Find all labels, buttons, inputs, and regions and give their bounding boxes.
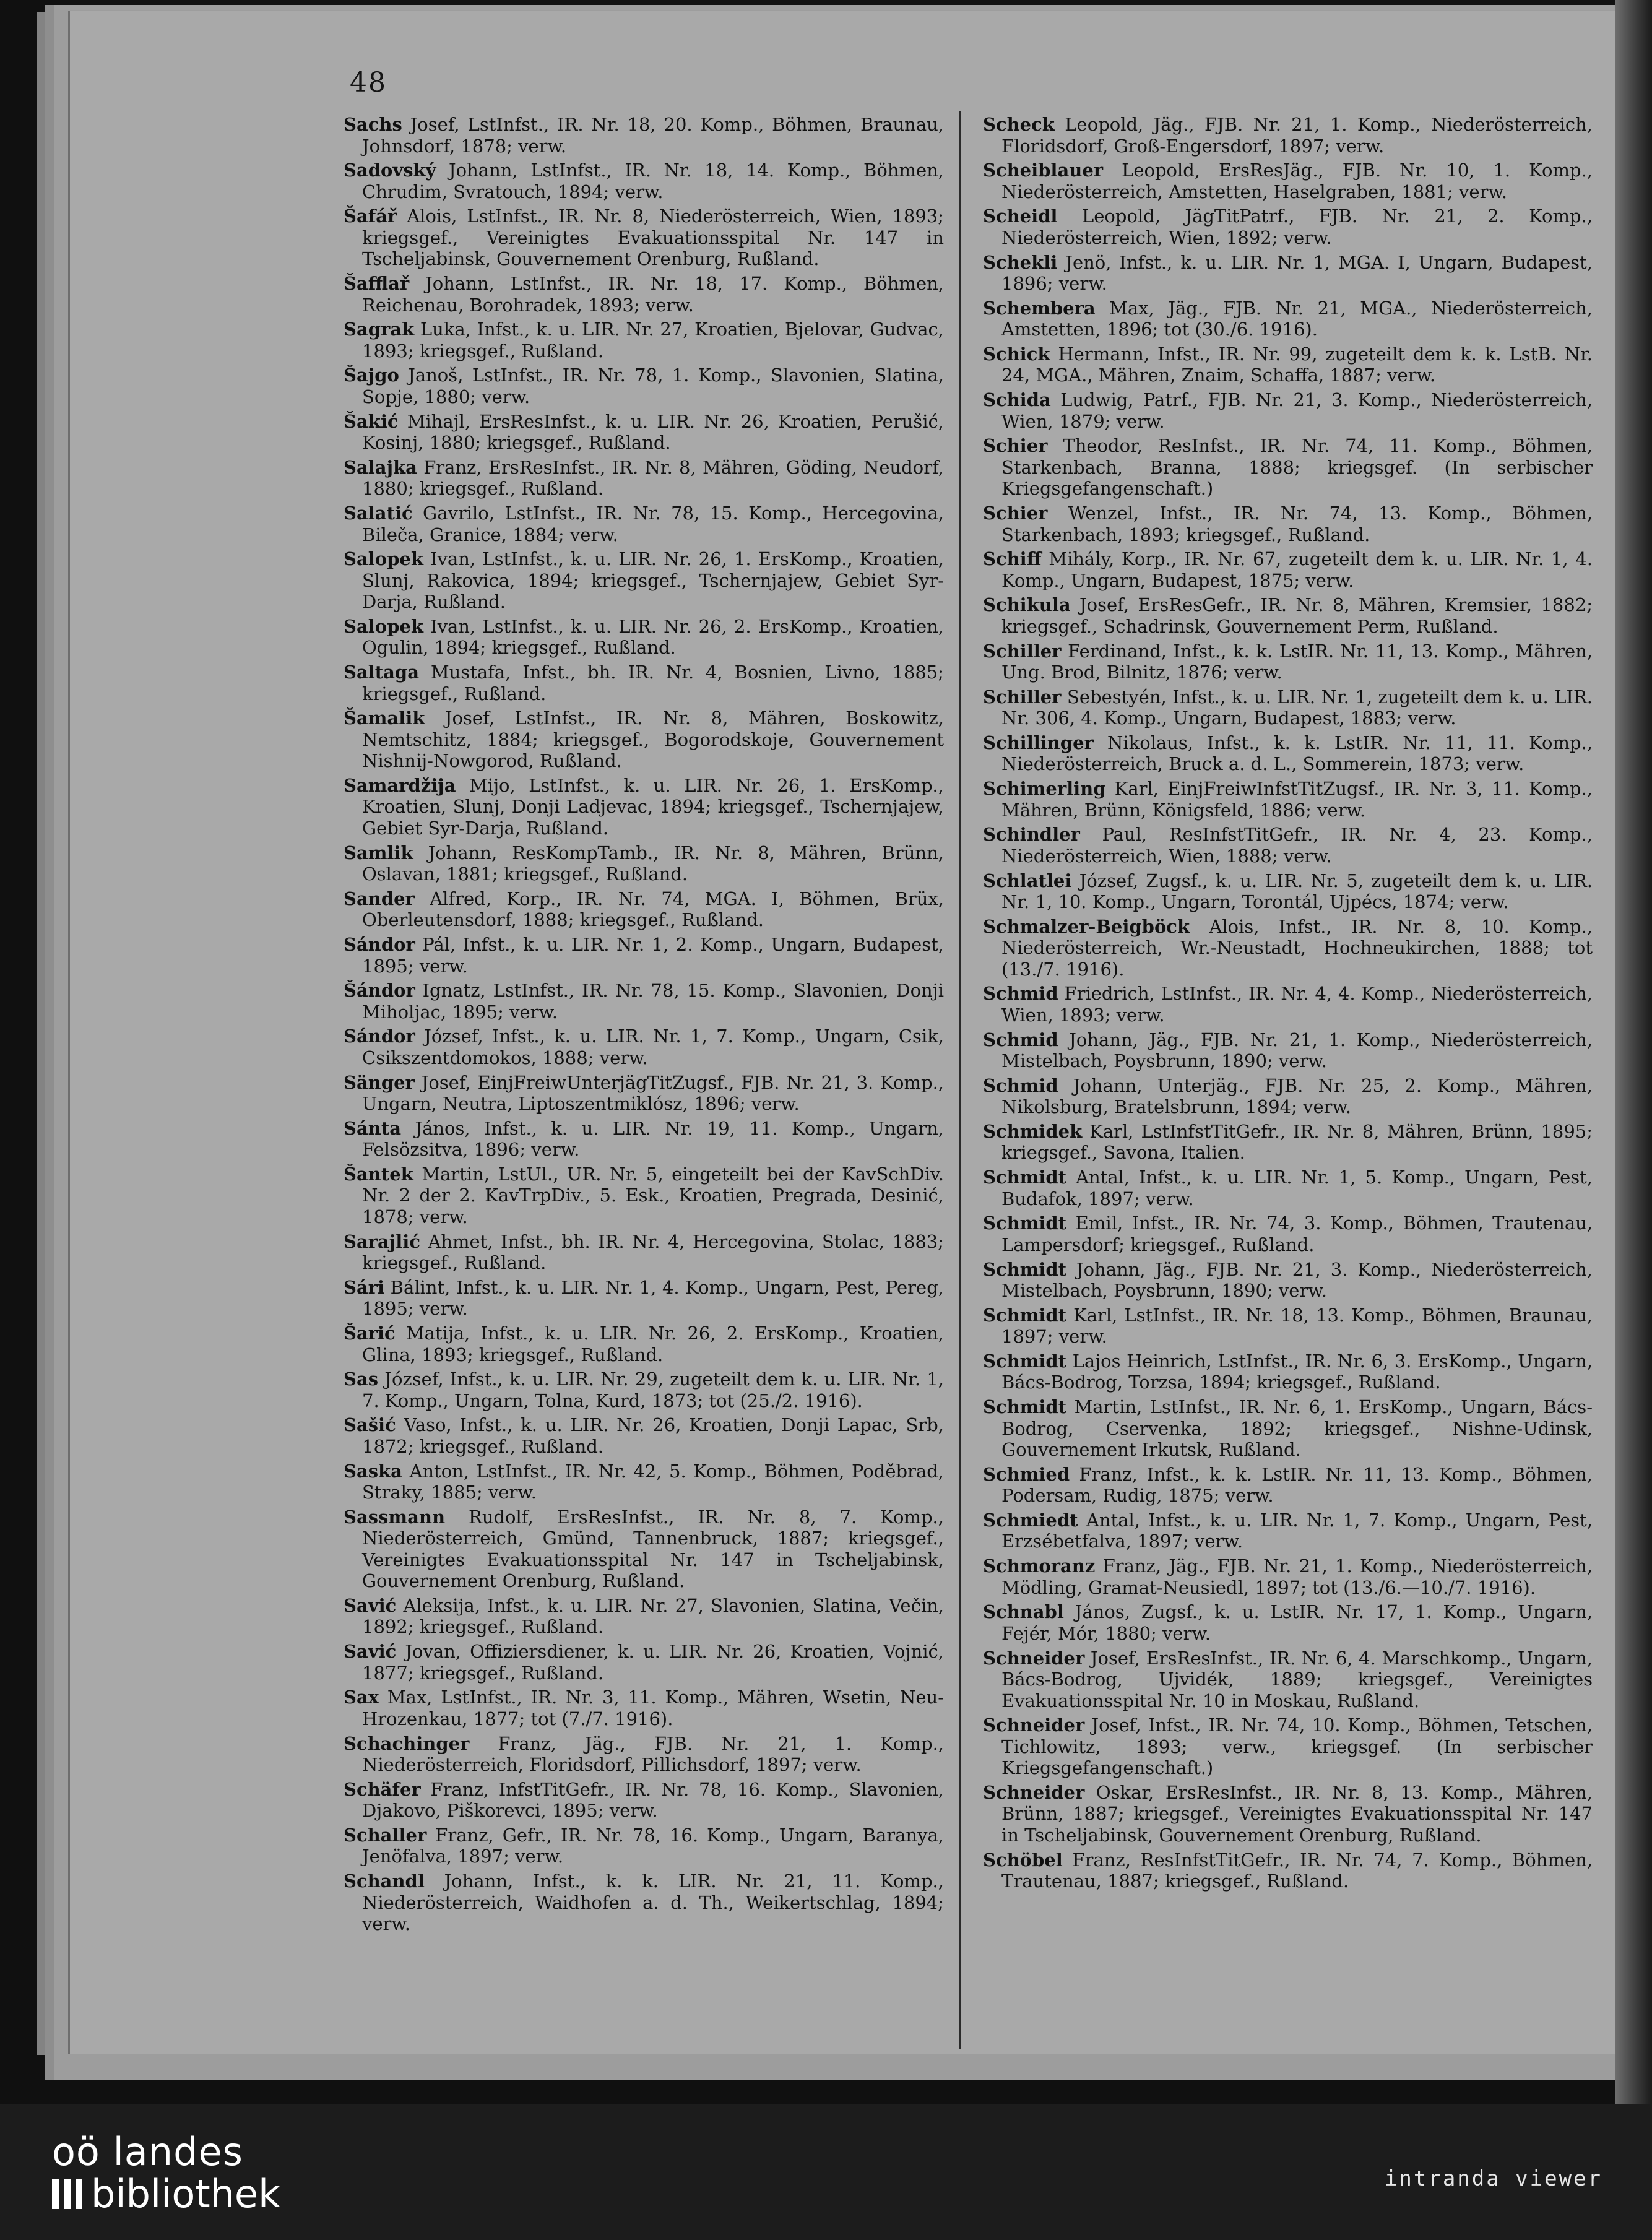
page-edge-shadow [1615,0,1652,2104]
register-entry [983,1510,1593,1552]
entry-details: Aleksija, Infst., k. u. LIR. Nr. 27, Slavonien, Slatina, Večin, 1892; kriegsgef., Rußland. [362,1594,944,1638]
entry-details: Johann, ResKompTamb., IR. Nr. 8, Mähren, Brünn, Oslavan, 1881; kriegsgef., Rußland. [362,842,944,885]
entry-details: Ivan, LstInfst., k. u. LIR. Nr. 26, 1. ErsKomp., Kroatien, Slunj, Rakovica, 1894; kriegsgef., Tschernjajew, Gebiet Syr-Darja, Rußland. [362,548,945,613]
register-entry [344,1507,944,1592]
entry-surname: Schlatlei [983,870,1072,891]
register-entry [344,411,944,454]
register-entry [983,1121,1593,1164]
register-entry [983,160,1593,202]
entry-surname: Schmiedt [983,1509,1078,1531]
entry-details: Vaso, Infst., k. u. LIR. Nr. 26, Kroatien, Donji Lapac, Srb, 1872; kriegsgef., Rußland. [362,1414,944,1457]
entry-details: Franz, Infst., k. k. LstIR. Nr. 11, 13. Komp., Böhmen, Podersam, Rudig, 1875; verw. [1001,1463,1593,1507]
entry-details: Friedrich, LstInfst., IR. Nr. 4, 4. Komp., Niederösterreich, Wien, 1893; verw. [1001,983,1593,1026]
entry-details: Martin, LstInfst., IR. Nr. 6, 1. ErsKomp., Ungarn, Bács-Bodrog, Cservenka, 1892; kriegsgef., Nishne-Udinsk, Gouvernement Irkutsk, Rußland. [1001,1396,1593,1461]
register-entry [344,1733,944,1776]
register-entry [983,870,1593,913]
column-divider [959,111,961,2049]
entry-surname: Schäfer [344,1778,421,1800]
entry-details: Bálint, Infst., k. u. LIR. Nr. 1, 4. Komp., Ungarn, Pest, Pereg, 1895; verw. [362,1276,944,1320]
entry-details: Johann, Unterjäg., FJB. Nr. 25, 2. Komp., Mähren, Nikolsburg, Bratelsbrunn, 1894; verw. [1001,1075,1593,1118]
entry-details: Hermann, Infst., IR. Nr. 99, zugeteilt dem k. k. LstB. Nr. 24, MGA., Mähren, Znaim, Schaffa, 1887; verw. [1001,343,1593,386]
register-entry [344,1026,944,1068]
entry-details: Jenö, Infst., k. u. LIR. Nr. 1, MGA. I, Ungarn, Budapest, 1896; verw. [1001,251,1593,295]
entry-surname: Sas [344,1369,379,1390]
entry-details: Franz, ErsResInfst., IR. Nr. 8, Mähren, Göding, Neudorf, 1880; kriegsgef., Rußland. [362,456,944,499]
entry-details: János, Zugsf., k. u. LstIR. Nr. 17, 1. Komp., Ungarn, Fejér, Mór, 1880; verw. [1001,1601,1593,1644]
register-entry [344,842,944,885]
entry-details: János, Infst., k. u. LIR. Nr. 19, 11. Komp., Ungarn, Felsözsitva, 1896; verw. [362,1117,945,1161]
entry-surname: Savić [344,1641,397,1663]
register-entry [344,934,944,977]
entry-surname: Sadovský [344,160,436,181]
entry-surname: Saska [344,1460,402,1482]
entry-surname: Šakić [344,410,399,432]
register-entry [344,365,944,407]
entry-surname: Schillinger [983,732,1094,753]
entry-surname: Scheiblauer [983,160,1104,181]
entry-details: Johann, Jäg., FJB. Nr. 21, 3. Komp., Niederösterreich, Mistelbach, Poysbrunn, 1890; verw. [1001,1258,1593,1301]
register-entry [344,707,944,772]
entry-surname: Scheidl [983,205,1058,227]
register-entry [983,1396,1593,1461]
entry-details: Ahmet, Infst., bh. IR. Nr. 4, Hercegovina, Stolac, 1883; kriegsgef., Rußland. [362,1230,944,1274]
register-entry [344,114,944,157]
register-entry [983,1464,1593,1507]
register-entry [344,548,944,613]
register-entry [983,916,1593,980]
register-entry [344,1072,944,1115]
entry-surname: Schmid [983,1075,1058,1096]
register-entry [983,1305,1593,1347]
entry-surname: Schneider [983,1715,1085,1736]
entry-details: Emil, Infst., IR. Nr. 74, 3. Komp., Böhmen, Trautenau, Lampersdorf; kriegsgef., Rußland. [1001,1213,1593,1255]
entry-details: Janoš, LstInfst., IR. Nr. 78, 1. Komp., Slavonien, Slatina, Sopje, 1880; verw. [362,365,945,407]
entry-details: Josef, Infst., IR. Nr. 74, 10. Komp., Böhmen, Tetschen, Tichlowitz, 1893; verw., kriegsgef. (In serbischer Kriegsgefangenschaft.) [1001,1715,1593,1779]
register-entry [983,1075,1593,1118]
entry-surname: Saltaga [344,662,420,683]
register-entry [983,686,1593,729]
register-entry [344,1231,944,1274]
register-entry [344,1118,944,1161]
entry-details: Mijo, LstInfst., k. u. LIR. Nr. 26, 1. ErsKomp., Kroatien, Slunj, Donji Ladjevac, 1894; kriegsgef., Tschernjajew, Gebiet Syr-Darja, Rußland. [362,774,944,839]
entry-surname: Salopek [344,615,423,637]
entry-surname: Samlik [344,842,413,863]
entry-surname: Schmied [983,1463,1070,1485]
entry-details: Josef, LstInfst., IR. Nr. 18, 20. Komp., Böhmen, Braunau, Johnsdorf, 1878; verw. [362,114,945,157]
register-entry [344,980,944,1023]
entry-details: Ferdinand, Infst., k. k. LstIR. Nr. 11, 13. Komp., Mähren, Ung. Brod, Bilnitz, 1876; verw. [1001,640,1593,683]
register-entry [983,1213,1593,1255]
entry-surname: Šafflař [344,273,410,295]
entry-details: Ludwig, Patrf., FJB. Nr. 21, 3. Komp., Niederösterreich, Wien, 1879; verw. [1001,389,1593,432]
register-entry [344,1779,944,1822]
entry-surname: Samardžija [344,774,456,796]
entry-surname: Schneider [983,1647,1085,1669]
register-entry [344,273,944,316]
bars-icon [52,2179,82,2209]
entry-surname: Savić [344,1594,397,1616]
register-entry [344,1870,944,1935]
entry-surname: Schier [983,435,1048,457]
register-entry [983,1849,1593,1892]
register-entry [344,775,944,839]
entry-surname: Schiff [983,548,1042,570]
entry-details: Matija, Infst., k. u. LIR. Nr. 26, 2. ErsKomp., Kroatien, Glina, 1893; kriegsgef., Rußland. [362,1323,945,1365]
register-entry [983,1351,1593,1393]
entry-surname: Schmidt [983,1396,1067,1418]
entry-surname: Salatić [344,503,413,524]
logo-text-line2-wrap [52,2173,280,2216]
entry-details: Karl, LstInfst., IR. Nr. 18, 13. Komp., Böhmen, Braunau, 1897; verw. [1001,1304,1593,1347]
entry-surname: Schier [983,503,1048,524]
entry-details: Rudolf, ErsResInfst., IR. Nr. 8, 7. Komp., Niederösterreich, Gmünd, Tannenbruck, 1887; kriegsgef., Vereinigtes Evakuationsspital Nr. 147 in Tscheljabinsk, Gouvernement Orenburg, Rußland. [362,1506,944,1592]
register-entry [344,1825,944,1867]
register-entry [344,319,944,361]
entry-details: Franz, Gefr., IR. Nr. 78, 16. Komp., Ungarn, Baranya, Jenöfalva, 1897; verw. [362,1824,944,1867]
entry-surname: Schaller [344,1824,427,1846]
register-entry [344,1164,944,1228]
register-entry [344,662,944,704]
entry-details: Josef, LstInfst., IR. Nr. 8, Mähren, Boskowitz, Nemtschitz, 1884; kriegsgef., Bogorodskoje, Gouvernement Nishnij-Nowgorod, Rußland. [362,707,945,772]
register-entry [344,1641,944,1684]
register-entry [983,435,1593,499]
entry-surname: Šafář [344,205,397,227]
register-entry [983,1782,1593,1846]
entry-surname: Sagrak [344,319,415,340]
entry-details: Anton, LstInfst., IR. Nr. 42, 5. Komp., Böhmen, Poděbrad, Straky, 1885; verw. [362,1460,944,1503]
register-entry [344,616,944,659]
entry-details: Paul, ResInfstTitGefr., IR. Nr. 4, 23. Komp., Niederösterreich, Wien, 1888; verw. [1001,824,1593,867]
entry-surname: Schmidt [983,1213,1067,1234]
entry-details: József, Infst., k. u. LIR. Nr. 1, 7. Komp., Ungarn, Csik, Csikszentdomokos, 1888; verw. [362,1026,945,1068]
entry-surname: Salopek [344,548,423,570]
entry-surname: Schmidt [983,1350,1067,1372]
entry-surname: Schick [983,343,1050,365]
entry-details: Gavrilo, LstInfst., IR. Nr. 78, 15. Komp., Hercegovina, Bileča, Granice, 1884; verw. [362,503,944,545]
entry-surname: Schmid [983,983,1058,1005]
register-entry [983,1648,1593,1712]
register-entry [344,1461,944,1503]
register-entry [983,114,1593,157]
register-entry [983,778,1593,821]
entry-details: Jovan, Offiziersdiener, k. u. LIR. Nr. 26, Kroatien, Vojnić, 1877; kriegsgef., Rußland. [362,1641,944,1684]
entry-surname: Šándor [344,980,415,1001]
register-entry [983,1601,1593,1644]
entry-surname: Sänger [344,1071,415,1093]
entry-surname: Šamalik [344,707,425,729]
entry-surname: Sándor [344,934,415,955]
entry-surname: Schmalzer-Beigböck [983,915,1190,937]
register-entry [983,1715,1593,1779]
entry-surname: Sassmann [344,1506,446,1528]
entry-surname: Schikula [983,594,1071,616]
entry-details: Alois, LstInfst., IR. Nr. 8, Niederösterreich, Wien, 1893; kriegsgef., Vereinigtes Evakuationsspital Nr. 147 in Tscheljabinsk, Gouvernement Orenburg, Rußland. [362,205,945,270]
entry-surname: Šarić [344,1323,396,1344]
entry-surname: Sax [344,1687,379,1708]
entry-details: Nikolaus, Infst., k. k. LstIR. Nr. 11, 11. Komp., Niederösterreich, Bruck a. d. L., Sommerein, 1873; verw. [1001,732,1593,775]
register-entry [983,205,1593,248]
entry-details: Mihajl, ErsResInfst., k. u. LIR. Nr. 26, Kroatien, Perušić, Kosinj, 1880; kriegsgef., Rußland. [362,410,945,454]
entry-surname: Šajgo [344,365,399,386]
entry-surname: Schindler [983,824,1080,845]
entry-details: Josef, EinjFreiwUnterjägTitZugsf., FJB. Nr. 21, 3. Komp., Ungarn, Neutra, Liptoszentmiklósz, 1896; verw. [362,1071,945,1115]
entry-details: Leopold, Jäg., FJB. Nr. 21, 1. Komp., Niederösterreich, Floridsdorf, Groß-Engersdorf, 1897; verw. [1001,114,1593,157]
entry-surname: Schmid [983,1029,1058,1050]
register-entry [344,1595,944,1638]
register-entry [983,344,1593,386]
register-entry [344,1277,944,1320]
entry-details: Johann, Jäg., FJB. Nr. 21, 1. Komp., Niederösterreich, Mistelbach, Poysbrunn, 1890; verw. [1001,1029,1593,1072]
entry-details: Leopold, ErsResJäg., FJB. Nr. 10, 1. Komp., Niederösterreich, Amstetten, Haselgraben, 1881; verw. [1001,160,1593,202]
logo-text-line2: bibliothek [91,2171,280,2216]
entry-details: Theodor, ResInfst., IR. Nr. 74, 11. Komp., Böhmen, Starkenbach, Branna, 1888; kriegsgef. (In serbischer Kriegsgefangenschaft.) [1001,435,1593,499]
register-entry [983,1029,1593,1072]
entry-details: Antal, Infst., k. u. LIR. Nr. 1, 5. Komp., Ungarn, Pest, Budafok, 1897; verw. [1001,1167,1593,1209]
entry-surname: Sarajlić [344,1230,420,1252]
entry-details: Johann, LstInfst., IR. Nr. 18, 17. Komp., Böhmen, Reichenau, Borohradek, 1893; verw. [362,273,945,316]
entry-details: Max, LstInfst., IR. Nr. 3, 11. Komp., Mähren, Wsetin, Neu-Hrozenkau, 1877; tot (7./7. 1916). [362,1687,944,1729]
entry-surname: Schiller [983,640,1062,662]
entry-details: Oskar, ErsResInfst., IR. Nr. 8, 13. Komp., Mähren, Brünn, 1887; kriegsgef., Vereinigtes Evakuationsspital Nr. 147 in Tscheljabinsk, Gouvernement Orenburg, Rußland. [1001,1781,1593,1846]
entry-surname: Šantek [344,1163,413,1185]
entry-surname: Schmidek [983,1120,1083,1142]
entry-surname: Sánta [344,1117,402,1139]
entry-details: Martin, LstUl., UR. Nr. 5, eingeteilt bei der KavSchDiv. Nr. 2 der 2. KavTrpDiv., 5. Esk., Kroatien, Pregrada, Desinić, 1878; verw. [362,1163,944,1227]
library-logo[interactable] [52,2129,280,2216]
entry-surname: Schnabl [983,1601,1064,1623]
register-entry [344,503,944,545]
entry-details: Sebestyén, Infst., k. u. LIR. Nr. 1, zugeteilt dem k. u. LIR. Nr. 306, 4. Komp., Ungarn, Budapest, 1883; verw. [1001,686,1593,729]
entry-details: Wenzel, Infst., IR. Nr. 74, 13. Komp., Böhmen, Starkenbach, 1893; kriegsgef., Rußland. [1001,503,1593,545]
entry-details: József, Zugsf., k. u. LIR. Nr. 5, zugeteilt dem k. u. LIR. Nr. 1, 10. Komp., Ungarn, Torontál, Ujpécs, 1874; verw. [1001,870,1593,912]
register-entry [344,160,944,202]
left-column [344,114,944,1938]
entry-surname: Schembera [983,297,1096,319]
register-entry [983,1167,1593,1209]
entry-details: Johann, Infst., k. k. LIR. Nr. 21, 11. Komp., Niederösterreich, Waidhofen a. d. Th., Weikertschlag, 1894; verw. [362,1870,944,1935]
right-column [983,114,1593,1895]
entry-details: Josef, ErsResInfst., IR. Nr. 6, 4. Marschkomp., Ungarn, Bács-Bodrog, Ujvidék, 1889; kriegsgef., Vereinigtes Evakuationsspital Nr. 10 in Moskau, Rußland. [1001,1647,1593,1711]
register-entry [983,503,1593,545]
entry-details: Alfred, Korp., IR. Nr. 74, MGA. I, Böhmen, Brüx, Oberleutensdorf, 1888; kriegsgef., Rußland. [362,888,944,931]
entry-details: Karl, EinjFreiwInfstTitZugsf., IR. Nr. 3, 11. Komp., Mähren, Brünn, Königsfeld, 1886; verw. [1001,778,1593,821]
entry-surname: Schimerling [983,778,1106,800]
register-entry [344,888,944,931]
entry-details: Alois, Infst., IR. Nr. 8, 10. Komp., Niederösterreich, Wr.-Neustadt, Hochneukirchen, 1888; tot (13./7. 1916). [1001,915,1593,980]
entry-surname: Schachinger [344,1732,470,1754]
entry-surname: Schmidt [983,1304,1067,1326]
viewer-label: intranda viewer [1384,2166,1602,2191]
register-entry [344,457,944,499]
entry-details: Ignatz, LstInfst., IR. Nr. 78, 15. Komp., Slavonien, Donji Miholjac, 1895; verw. [362,980,944,1023]
entry-surname: Schida [983,389,1051,411]
entry-surname: Schmidt [983,1258,1067,1280]
entry-surname: Scheck [983,114,1055,135]
entry-surname: Sári [344,1276,385,1298]
entry-details: Johann, LstInfst., IR. Nr. 18, 14. Komp., Böhmen, Chrudim, Svratouch, 1894; verw. [362,160,945,202]
entry-surname: Schiller [983,686,1062,707]
entry-details: Karl, LstInfstTitGefr., IR. Nr. 8, Mähren, Brünn, 1895; kriegsgef., Savona, Italien. [1001,1120,1593,1164]
entry-surname: Sándor [344,1026,415,1047]
page-number: 48 [350,67,387,98]
entry-surname: Sašić [344,1414,396,1436]
entry-surname: Schekli [983,251,1058,273]
register-entry [983,594,1593,637]
entry-details: Josef, ErsResGefr., IR. Nr. 8, Mähren, Kremsier, 1882; kriegsgef., Schadrinsk, Gouvernement Perm, Rußland. [1001,594,1593,637]
register-entry [983,1259,1593,1302]
entry-surname: Salajka [344,456,417,478]
register-entry [983,548,1593,591]
register-entry [344,1414,944,1457]
register-entry [983,732,1593,775]
entry-details: Franz, Jäg., FJB. Nr. 21, 1. Komp., Niederösterreich, Mödling, Gramat-Neusiedl, 1897; tot (13./6.—10./7. 1916). [1001,1555,1593,1598]
entry-details: Leopold, JägTitPatrf., FJB. Nr. 21, 2. Komp., Niederösterreich, Wien, 1892; verw. [1001,205,1593,248]
entry-details: Max, Jäg., FJB. Nr. 21, MGA., Niederösterreich, Amstetten, 1896; tot (30./6. 1916). [1001,297,1593,340]
entry-details: Franz, ResInfstTitGefr., IR. Nr. 74, 7. Komp., Böhmen, Trautenau, 1887; kriegsgef., Rußland. [1001,1849,1593,1892]
entry-surname: Schmoranz [983,1555,1096,1577]
register-entry [983,824,1593,867]
viewer-footer [0,2104,1652,2240]
register-entry [983,252,1593,295]
register-entry [983,389,1593,432]
register-entry [344,1369,944,1411]
entry-surname: Schöbel [983,1849,1063,1870]
entry-surname: Sander [344,888,415,909]
entry-details: Luka, Infst., k. u. LIR. Nr. 27, Kroatien, Bjelovar, Gudvac, 1893; kriegsgef., Rußland. [362,319,944,361]
logo-text-line1: oö landes [52,2129,243,2174]
entry-details: Lajos Heinrich, LstInfst., IR. Nr. 6, 3. ErsKomp., Ungarn, Bács-Bodrog, Torzsa, 1894; kriegsgef., Rußland. [1001,1350,1593,1393]
entry-details: Mihály, Korp., IR. Nr. 67, zugeteilt dem k. u. LIR. Nr. 1, 4. Komp., Ungarn, Budapest, 1875; verw. [1001,548,1593,591]
register-entry [983,1555,1593,1598]
entry-details: József, Infst., k. u. LIR. Nr. 29, zugeteilt dem k. u. LIR. Nr. 1, 7. Komp., Ungarn, Tolna, Kurd, 1873; tot (25./2. 1916). [362,1369,944,1411]
entry-details: Franz, InfstTitGefr., IR. Nr. 78, 16. Komp., Slavonien, Djakovo, Piškorevci, 1895; verw. [362,1778,944,1822]
register-entry [983,298,1593,340]
entry-details: Mustafa, Infst., bh. IR. Nr. 4, Bosnien, Livno, 1885; kriegsgef., Rußland. [362,662,944,704]
entry-surname: Sachs [344,114,402,135]
entry-surname: Schmidt [983,1167,1067,1188]
register-entry [344,1687,944,1729]
register-entry [344,205,944,270]
entry-surname: Schandl [344,1870,425,1892]
register-entry [983,641,1593,683]
entry-details: Franz, Jäg., FJB. Nr. 21, 1. Komp., Niederösterreich, Floridsdorf, Pillichsdorf, 1897; verw. [362,1732,945,1775]
entry-surname: Schneider [983,1781,1085,1803]
entry-details: Antal, Infst., k. u. LIR. Nr. 1, 7. Komp., Ungarn, Pest, Erzsébetfalva, 1897; verw. [1001,1509,1593,1552]
register-entry [344,1323,944,1365]
entry-details: Pál, Infst., k. u. LIR. Nr. 1, 2. Komp., Ungarn, Budapest, 1895; verw. [362,934,944,977]
entry-details: Ivan, LstInfst., k. u. LIR. Nr. 26, 2. ErsKomp., Kroatien, Ogulin, 1894; kriegsgef., Rußland. [362,615,945,659]
register-entry [983,983,1593,1026]
